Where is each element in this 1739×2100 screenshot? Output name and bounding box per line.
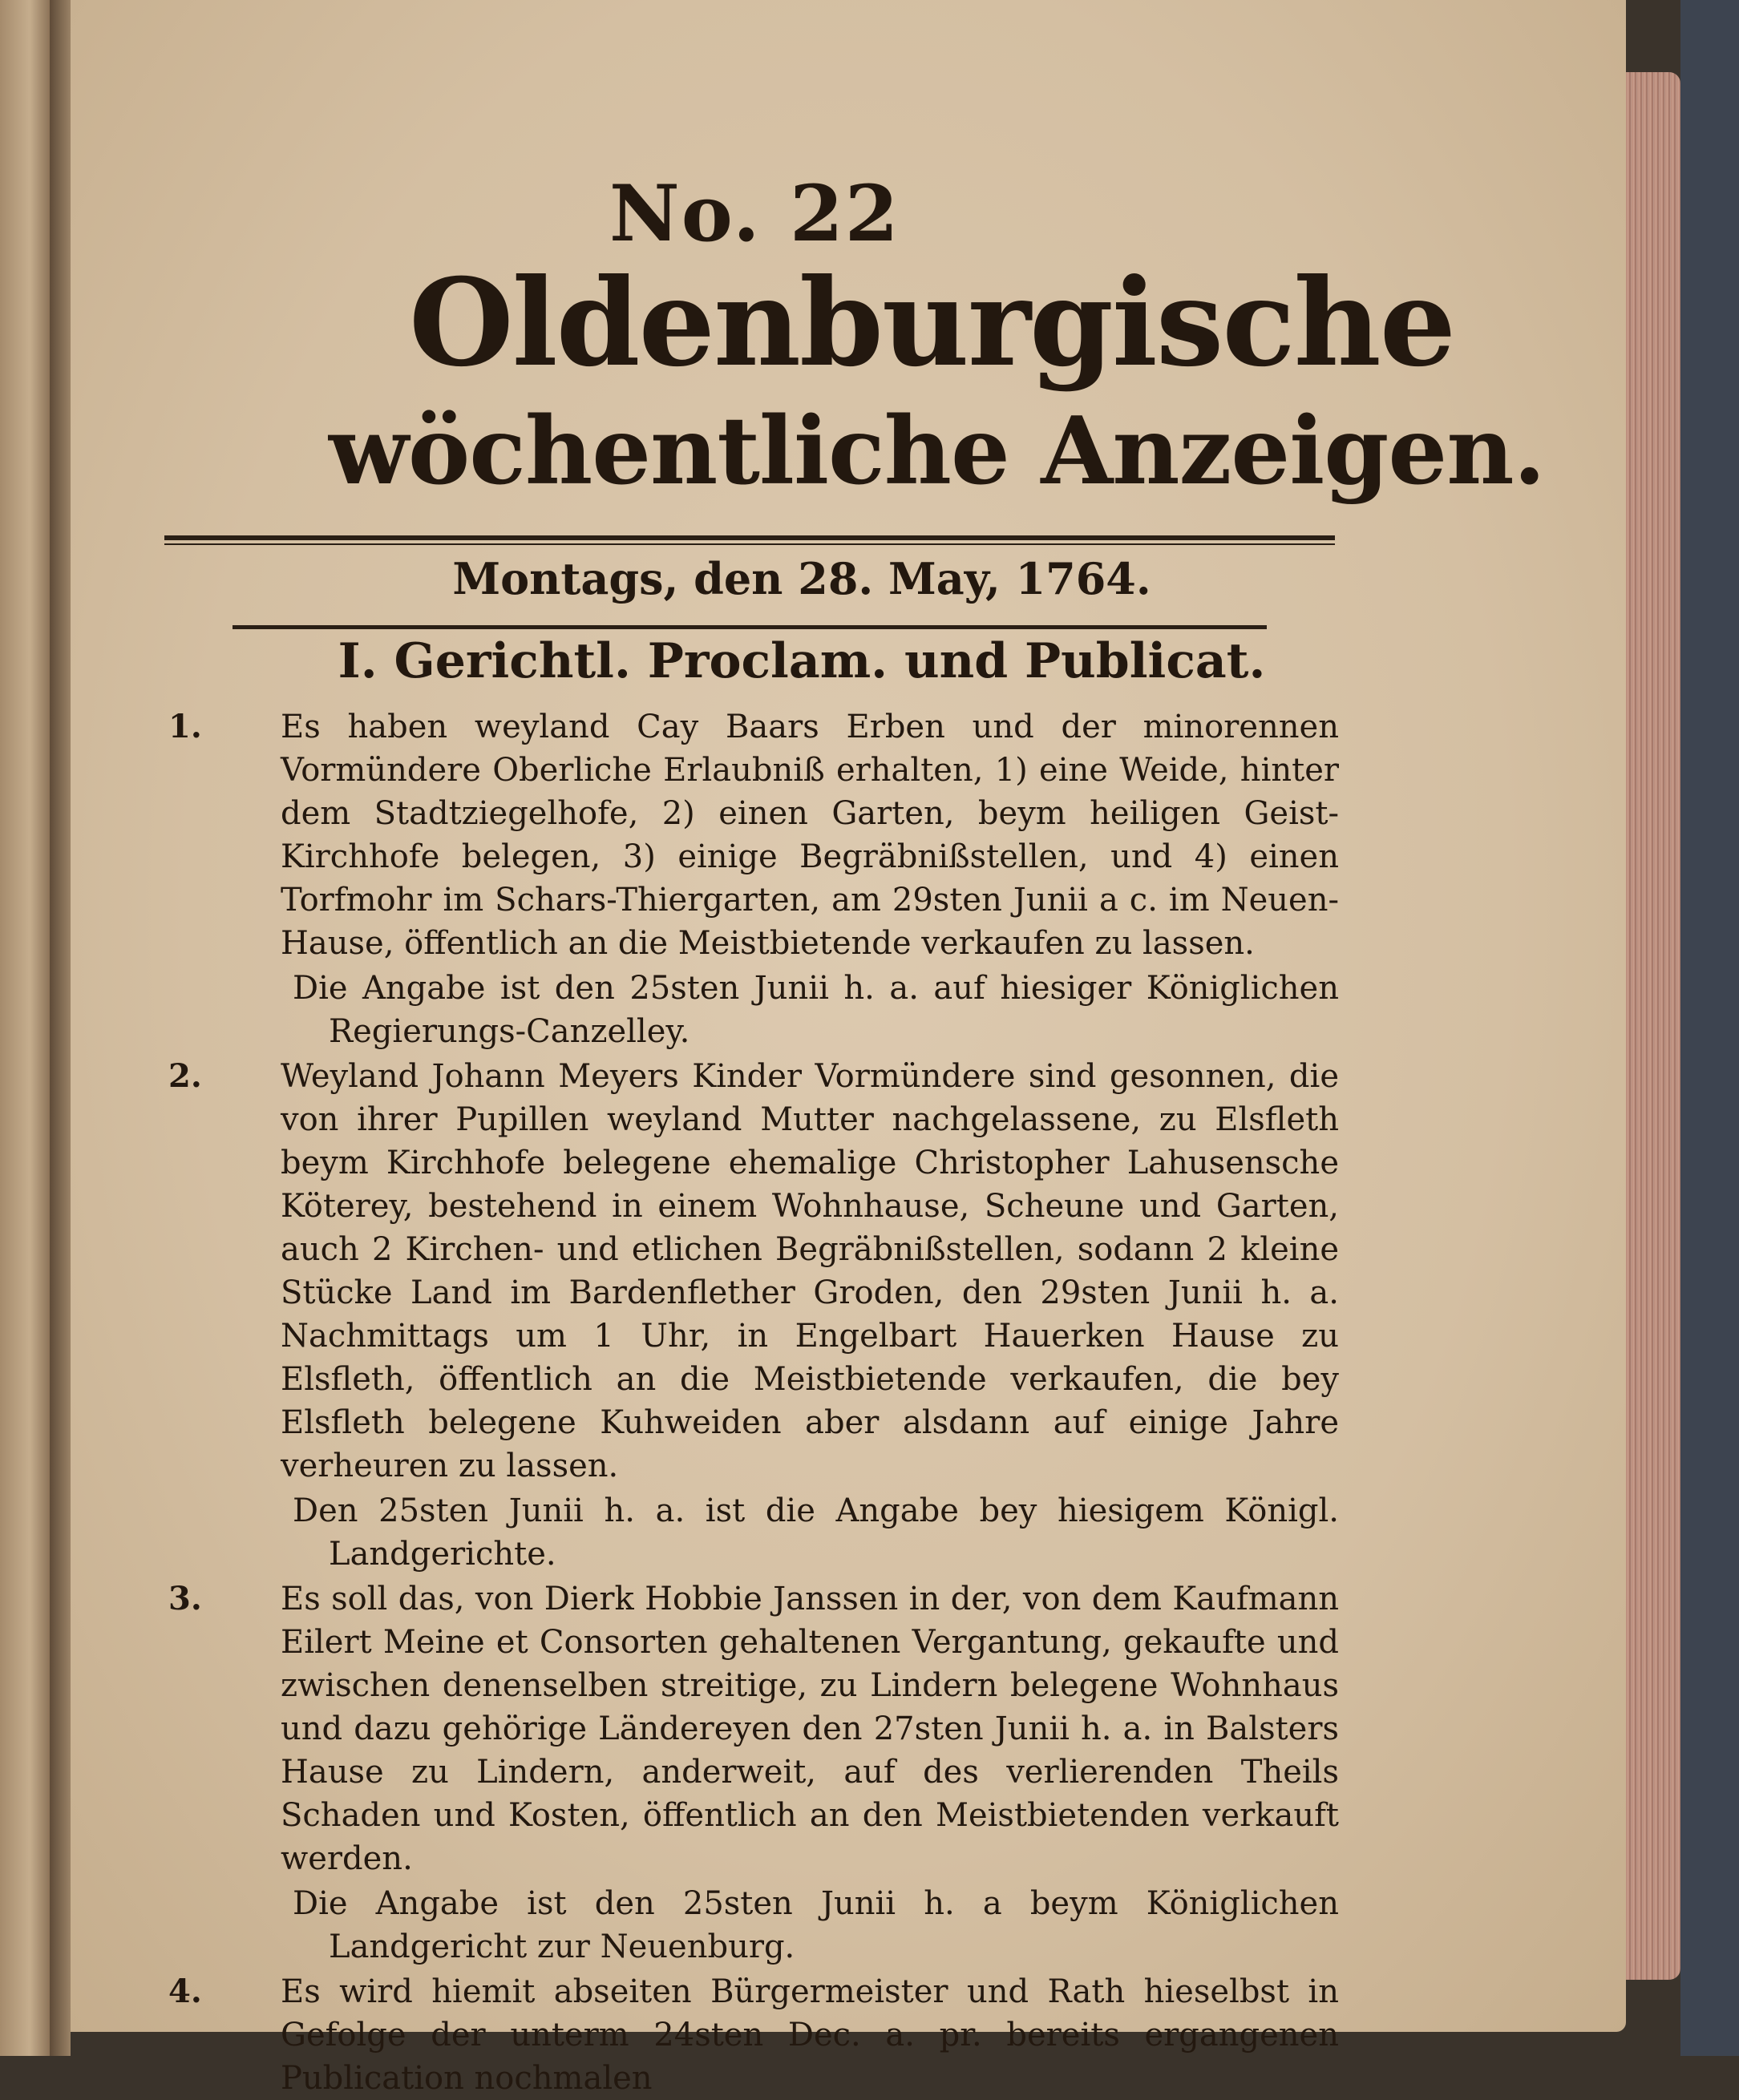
notice-3 <box>168 1577 1339 1880</box>
left-page-edge <box>0 0 50 2056</box>
notice-number: 3. <box>168 1580 202 1617</box>
masthead-rule <box>164 535 1335 540</box>
notice-text: Es wird hiemit abseiten Bürgermeister und Rath hieselbst in Gefolge der unterm 24sten Dec. a. pr. bereits ergangenen Publication nochmalen <box>281 1973 1339 2097</box>
notice-note: Die Angabe ist den 25sten Junii h. a. auf hiesiger Königlichen Regierungs-Canzelley. <box>293 970 1339 1050</box>
notice-note: Den 25sten Junii h. a. ist die Angabe bey hiesigem Königl. Landgerichte. <box>293 1492 1339 1573</box>
notice-4 <box>168 1970 1339 2100</box>
date-rule <box>233 625 1267 629</box>
notice-2 <box>168 1055 1339 1488</box>
notice-text: Es haben weyland Cay Baars Erben und der minorennen Vormündere Oberliche Erlaubniß erhalten, 1) eine Weide, hinter dem Stadtziegelhofe, 2) einen Garten, beym heiligen Geist-Kirchhofe belegen, 3) einige Begräbnißstellen, und 4) einen Torfmohr im Schars-Thiergarten, am 29sten Junii a c. im Neuen-Hause, öffentlich an die Meistbietende verkaufen zu lassen. <box>281 709 1339 962</box>
notice-number: 4. <box>168 1973 202 2010</box>
section-heading: I. Gerichtl. Proclam. und Publicat. <box>338 633 1266 689</box>
notice-1 <box>168 705 1339 965</box>
notice-number: 1. <box>168 708 202 745</box>
notice-text: Weyland Johann Meyers Kinder Vormündere sind gesonnen, die von ihrer Pupillen weyland Mutter nachgelassene, zu Elsfleth beym Kirchhofe belegene ehemalige Christopher Lahusensche Köterey, bestehend in einem Wohnhause, Scheune und Garten, auch 2 Kirchen- und etlichen Begräbnißstellen, sodann 2 kleine Stücke Land im Bardenflether Groden, den 29sten Junii h. a. Nachmittags um 1 Uhr, in Engelbart Hauerken Hause zu Elsfleth, öffentlich an die Meistbietende verkaufen, die bey Elsfleth belegene Kuhweiden aber alsdann auf einige Jahre verheuren zu lassen. <box>281 1058 1339 1484</box>
notice-number: 2. <box>168 1057 202 1095</box>
notice-text: Es soll das, von Dierk Hobbie Janssen in der, von dem Kaufmann Eilert Meine et Consorten gehaltenen Vergantung, gekaufte und zwischen denenselben streitige, zu Lindern belegene Wohnhaus und dazu gehörige Ländereyen den 27sten Junii h. a. in Balsters Hause zu Lindern, anderweit, auf des verlierenden Theils Schaden und Kosten, öffentlich an den Meistbietenden verkauft werden. <box>281 1581 1339 1877</box>
page-content <box>168 152 1545 2097</box>
issue-date: Montags, den 28. May, 1764. <box>452 553 1151 604</box>
notice-note: Die Angabe ist den 25sten Junii h. a beym Königlichen Landgericht zur Neuenburg. <box>293 1885 1339 1965</box>
masthead-rule-thin <box>164 543 1335 545</box>
masthead-title-line2: wöchentliche Anzeigen. <box>329 397 1545 506</box>
book-gutter <box>50 0 71 2056</box>
background <box>1680 0 1739 2056</box>
page-stack-edge <box>1626 72 1680 1980</box>
notices <box>168 705 1339 2100</box>
masthead-title-line1: Oldenburgische <box>409 252 1455 394</box>
issue-number: No. 22 <box>609 168 900 259</box>
